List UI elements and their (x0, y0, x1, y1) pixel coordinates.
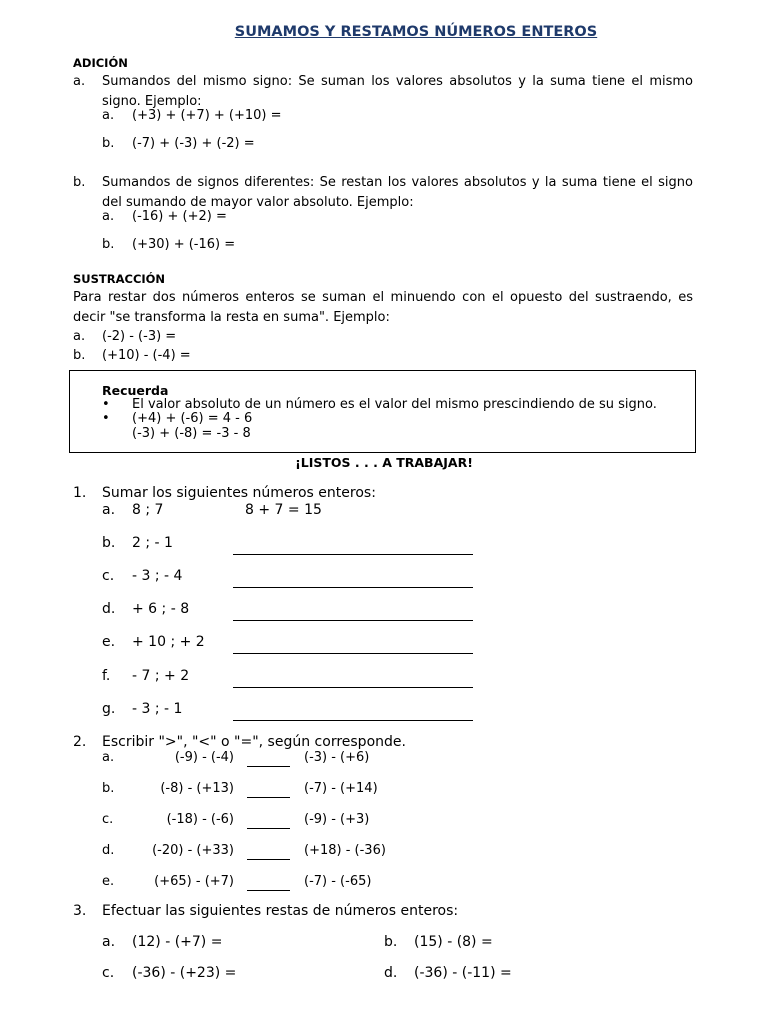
compare-blank[interactable] (247, 845, 290, 864)
example-expression: (+30) + (-16) = (132, 237, 236, 252)
compare-right: (-9) - (+3) (304, 812, 370, 827)
list-marker: g. (102, 701, 116, 717)
compare-right: (-7) - (-65) (304, 874, 372, 889)
answer-line[interactable] (233, 536, 473, 555)
list-marker: b. (73, 175, 86, 190)
exercise-number: 3. (73, 903, 87, 919)
list-marker: a. (102, 108, 115, 123)
list-marker: c. (102, 568, 115, 584)
list-marker: b. (102, 781, 115, 796)
exercise-instruction: Efectuar las siguientes restas de números enteros: (102, 903, 459, 919)
compare-left: (-18) - (-6) (166, 812, 234, 827)
bullet: • (102, 397, 110, 412)
compare-right: (-3) - (+6) (304, 750, 370, 765)
compare-blank[interactable] (247, 783, 290, 802)
subtraction-expression: (12) - (+7) = (132, 934, 223, 950)
list-marker: e. (102, 634, 116, 650)
example-answer: 8 + 7 = 15 (245, 502, 322, 518)
compare-blank[interactable] (247, 752, 290, 771)
subtraction-rule: Para restar dos números enteros se suman el minuendo con el opuesto del sustraendo, es decir "se transforma la resta en suma". Ejemplo: (73, 290, 693, 325)
exercise-number: 1. (73, 485, 87, 501)
list-marker: b. (73, 348, 86, 363)
list-marker: f. (102, 668, 111, 684)
compare-left: (-8) - (+13) (160, 781, 234, 796)
list-marker: a. (102, 750, 115, 765)
subtraction-expression: (-36) - (-11) = (414, 965, 512, 981)
answer-line[interactable] (233, 702, 473, 721)
rule-same-sign: Sumandos del mismo signo: Se suman los valores absolutos y la suma tiene el mismo signo. Ejemplo: (102, 74, 693, 109)
list-marker: d. (384, 965, 398, 981)
compare-left: (+65) - (+7) (154, 874, 234, 889)
exercise-numbers: - 3 ; - 1 (132, 701, 183, 717)
subtraction-expression: (-36) - (+23) = (132, 965, 237, 981)
list-marker: b. (102, 136, 115, 151)
exercise-instruction: Sumar los siguientes números enteros: (102, 485, 376, 501)
compare-left: (-20) - (+33) (152, 843, 234, 858)
exercise-numbers: + 10 ; + 2 (132, 634, 205, 650)
list-marker: a. (73, 74, 86, 89)
example-expression: (+10) - (-4) = (102, 348, 191, 363)
answer-line[interactable] (233, 602, 473, 621)
answer-line[interactable] (233, 669, 473, 688)
list-marker: a. (102, 209, 115, 224)
reminder-item: (-3) + (-8) = -3 - 8 (132, 426, 251, 441)
list-marker: b. (384, 934, 398, 950)
reminder-item: El valor absoluto de un número es el valor del mismo prescindiendo de su signo. (132, 397, 657, 412)
reminder-heading: Recuerda (102, 383, 169, 398)
list-marker: b. (102, 237, 115, 252)
compare-right: (-7) - (+14) (304, 781, 378, 796)
compare-blank[interactable] (247, 876, 290, 895)
list-marker: a. (73, 329, 86, 344)
example-expression: (+3) + (+7) + (+10) = (132, 108, 282, 123)
example-expression: (-16) + (+2) = (132, 209, 227, 224)
compare-blank[interactable] (247, 814, 290, 833)
exercise-numbers: 8 ; 7 (132, 502, 164, 518)
section-heading-sustraccion: SUSTRACCIÓN (73, 272, 166, 286)
section-heading-adicion: ADICIÓN (73, 56, 128, 70)
answer-line[interactable] (233, 635, 473, 654)
list-marker: d. (102, 843, 115, 858)
list-marker: c. (102, 812, 114, 827)
exercise-numbers: - 3 ; - 4 (132, 568, 183, 584)
work-heading: ¡LISTOS . . . A TRABAJAR! (295, 455, 473, 470)
list-marker: a. (102, 934, 116, 950)
exercise-number: 2. (73, 734, 87, 750)
list-marker: b. (102, 535, 116, 551)
exercise-numbers: - 7 ; + 2 (132, 668, 190, 684)
exercise-numbers: + 6 ; - 8 (132, 601, 190, 617)
rule-different-sign: Sumandos de signos diferentes: Se restan los valores absolutos y la suma tiene el signo del sumando de mayor valor absoluto. Ejemplo: (102, 175, 693, 210)
example-expression: (-7) + (-3) + (-2) = (132, 136, 255, 151)
compare-right: (+18) - (-36) (304, 843, 386, 858)
list-marker: a. (102, 502, 116, 518)
exercise-instruction: Escribir ">", "<" o "=", según corresponde. (102, 734, 406, 750)
list-marker: e. (102, 874, 115, 889)
reminder-item: (+4) + (-6) = 4 - 6 (132, 411, 253, 426)
page-title: SUMAMOS Y RESTAMOS NÚMEROS ENTEROS (234, 24, 598, 40)
example-expression: (-2) - (-3) = (102, 329, 177, 344)
compare-left: (-9) - (-4) (174, 750, 234, 765)
exercise-numbers: 2 ; - 1 (132, 535, 173, 551)
list-marker: c. (102, 965, 115, 981)
list-marker: d. (102, 601, 116, 617)
bullet: • (102, 411, 110, 426)
subtraction-expression: (15) - (8) = (414, 934, 493, 950)
answer-line[interactable] (233, 569, 473, 588)
